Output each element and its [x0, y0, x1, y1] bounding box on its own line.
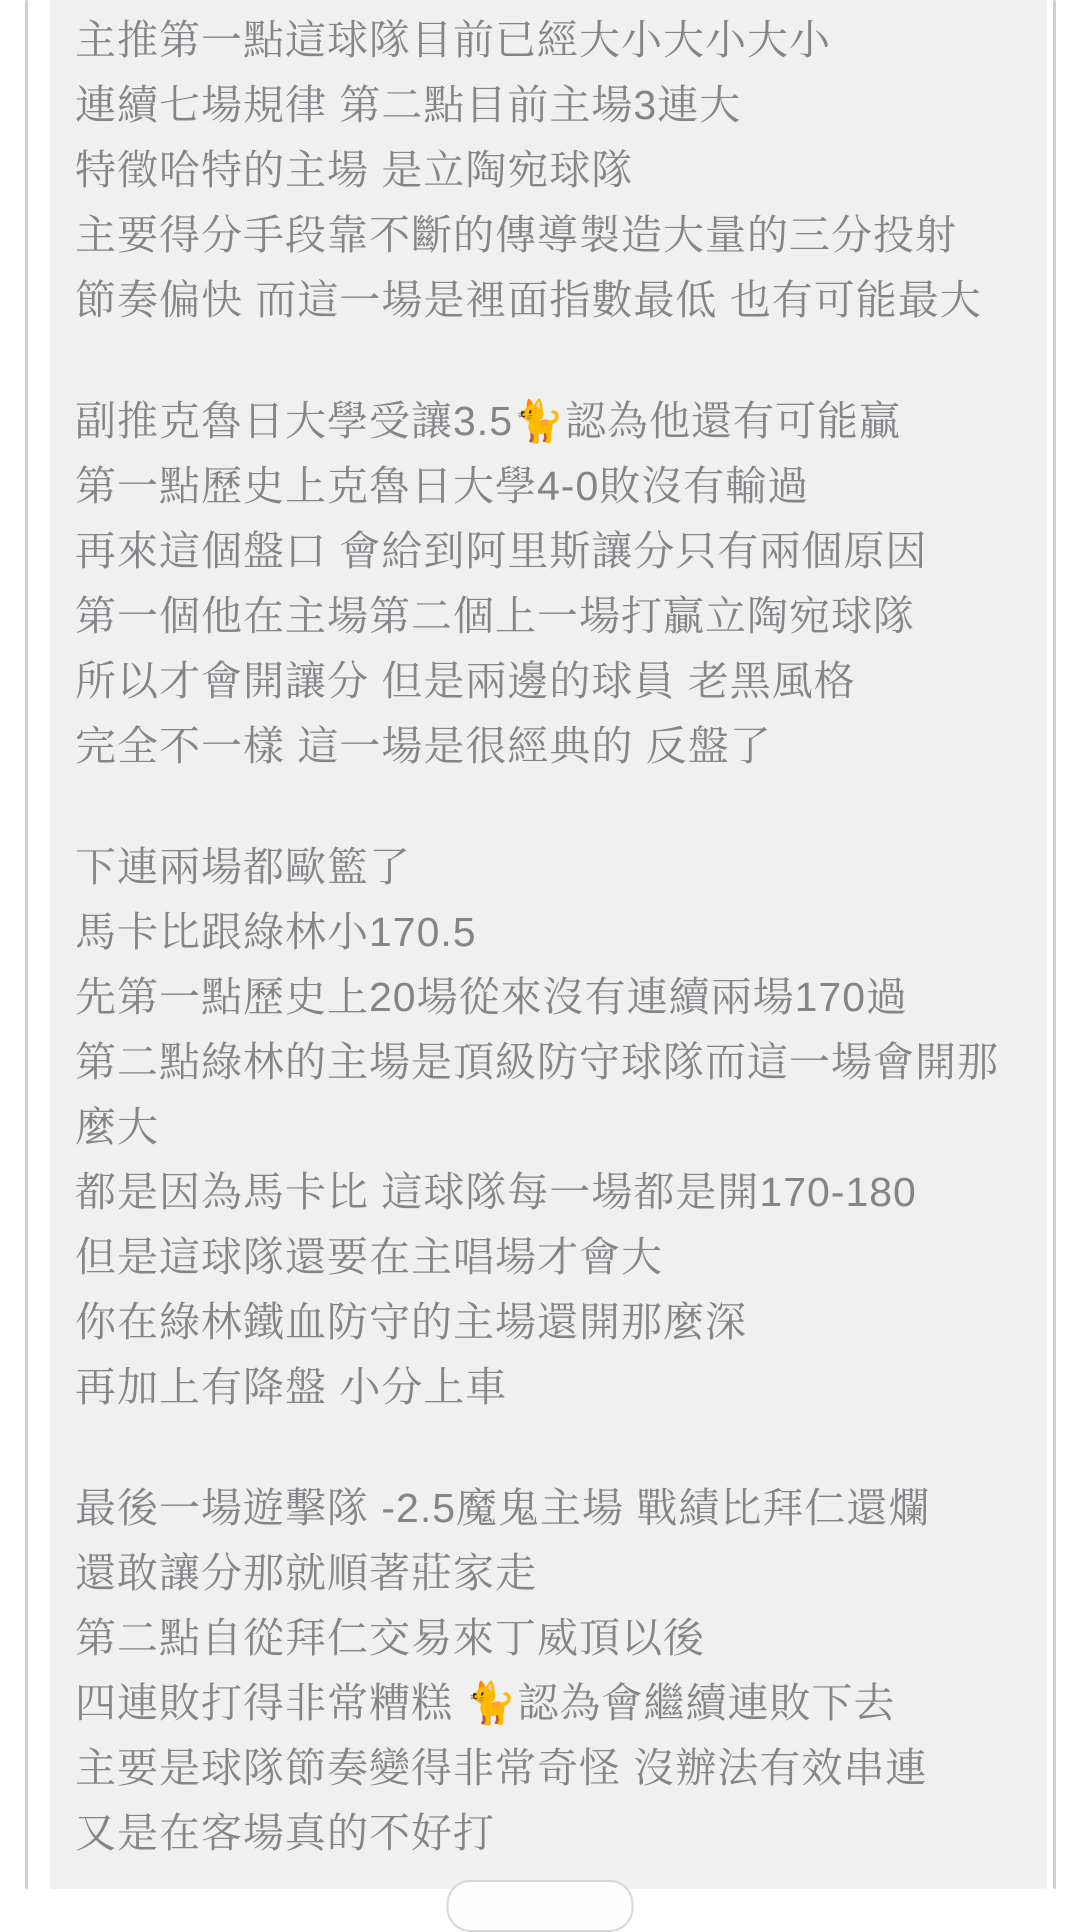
text-line: 主要是球隊節奏變得非常奇怪 沒辦法有效串連 — [75, 1745, 928, 1791]
right-edge-line — [1053, 0, 1056, 1889]
text-line: 副推克魯日大學受讓3.5🐈認為他還有可能贏 — [75, 398, 902, 444]
text-line: 都是因為馬卡比 這球隊每一場都是開170-180 — [75, 1169, 917, 1215]
message-text — [50, 0, 1047, 1866]
text-line: 還敢讓分那就順著莊家走 — [75, 1550, 537, 1596]
text-line: 節奏偏快 而這一場是裡面指數最低 也有可能最大 — [75, 277, 982, 323]
text-line: 再來這個盤口 會給到阿里斯讓分只有兩個原因 — [75, 528, 928, 574]
text-line: 麼大 — [75, 1104, 159, 1150]
text-line: 主推第一點這球隊目前已經大小大小大小 — [75, 17, 831, 63]
text-line: 所以才會開讓分 但是兩邊的球員 老黑風格 — [75, 658, 856, 704]
text-line: 但是這球隊還要在主唱場才會大 — [75, 1234, 663, 1280]
text-line: 下連兩場都歐籃了 — [75, 844, 411, 890]
message-paragraph — [75, 835, 1017, 1420]
left-edge-line — [25, 0, 28, 1889]
text-line: 再加上有降盤 小分上車 — [75, 1364, 508, 1410]
text-line: 馬卡比跟綠林小170.5 — [75, 909, 477, 955]
text-line: 第一點歷史上克魯日大學4-0敗沒有輸過 — [75, 463, 810, 509]
text-line: 特徵哈特的主場 是立陶宛球隊 — [75, 147, 634, 193]
text-line: 第二點綠林的主場是頂級防守球隊而這一場會開那 — [75, 1039, 999, 1085]
message-paragraph — [75, 8, 1017, 333]
text-line: 第一個他在主場第二個上一場打贏立陶宛球隊 — [75, 593, 915, 639]
text-line: 最後一場遊擊隊 -2.5魔鬼主場 戰績比拜仁還爛 — [75, 1485, 931, 1531]
message-card — [50, 0, 1047, 1889]
text-line: 你在綠林鐵血防守的主場還開那麼深 — [75, 1299, 747, 1345]
expand-button[interactable] — [447, 1880, 634, 1932]
text-line: 先第一點歷史上20場從來沒有連續兩場170過 — [75, 974, 909, 1020]
text-line: 連續七場規律 第二點目前主場3連大 — [75, 82, 742, 128]
text-line: 四連敗打得非常糟糕 🐈認為會繼續連敗下去 — [75, 1680, 896, 1726]
message-paragraph — [75, 1476, 1017, 1866]
text-line: 第二點自從拜仁交易來丁威頂以後 — [75, 1615, 705, 1661]
message-paragraph — [75, 389, 1017, 779]
text-line: 又是在客場真的不好打 — [75, 1810, 495, 1856]
text-line: 完全不一樣 這一場是很經典的 反盤了 — [75, 723, 772, 769]
text-line: 主要得分手段靠不斷的傳導製造大量的三分投射 — [75, 212, 957, 258]
